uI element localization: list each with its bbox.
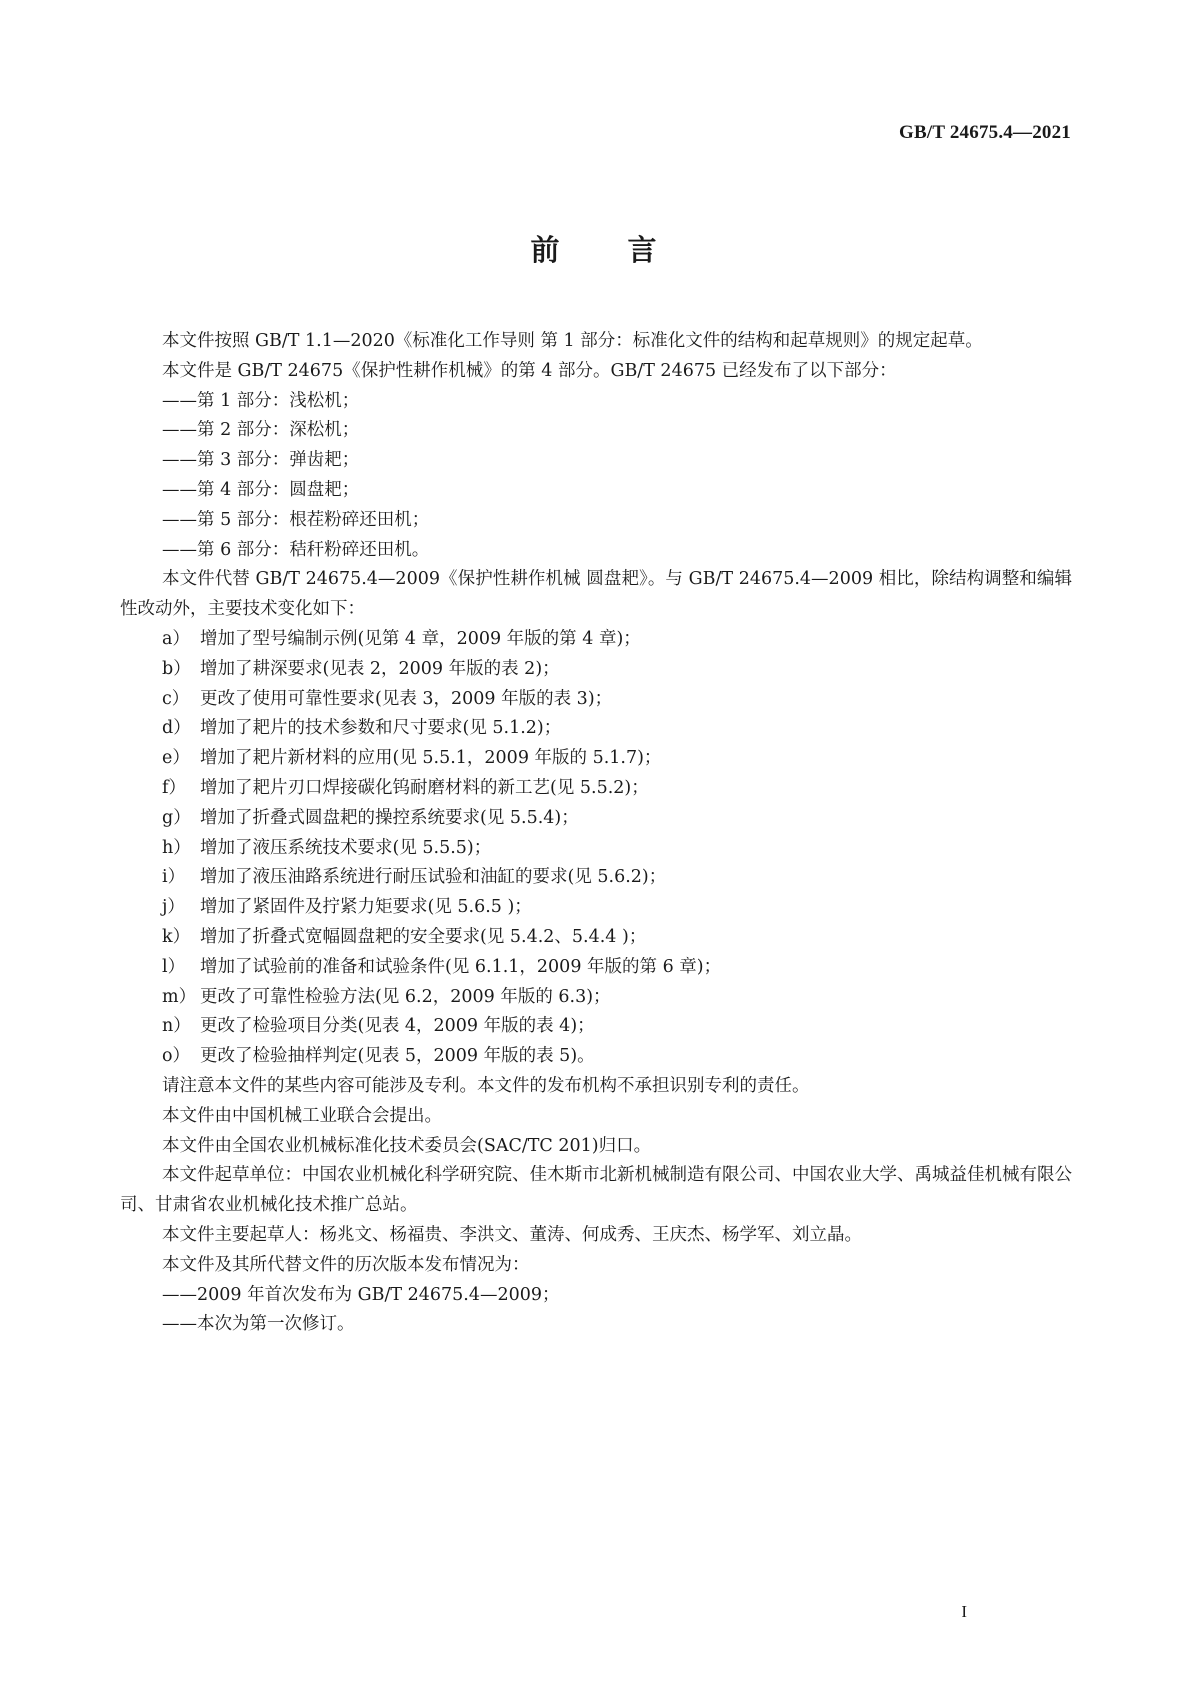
page-title [0,228,1191,269]
change-text: 增加了试验前的准备和试验条件(见 6.1.1，2009 年版的第 6 章)； [200,956,722,977]
list-item-part: ——第 1 部分：浅松机； [162,390,360,411]
list-item-part: ——第 3 部分：弹齿耙； [162,450,360,471]
list-item-change [120,744,1072,774]
list-item-change [120,714,1072,744]
title-char-2: 言 [627,233,661,267]
change-key: h） [162,837,191,858]
list-item-part: ——第 4 部分：圆盘耙； [162,479,360,500]
list-item-change [120,953,1072,983]
change-key: k） [162,926,191,947]
change-key: l） [162,956,186,977]
change-text: 更改了检验项目分类(见表 4，2009 年版的表 4)； [200,1016,595,1037]
page-number: I [961,1602,967,1621]
paragraph-series-parts: 本文件是 GB/T 24675《保护性耕作机械》的第 4 部分。GB/T 24675 已经发布了以下部分： [162,360,897,381]
change-text: 增加了耙片刃口焊接碳化钨耐磨材料的新工艺(见 5.5.2)； [200,777,649,798]
paragraph-drafting-units: 本文件起草单位：中国农业机械化科学研究院、佳木斯市北新机械制造有限公司、中国农业大学、禹城益佳机械有限公司、甘肃省农业机械化技术推广总站。 [120,1165,1072,1216]
paragraph-version-history: 本文件及其所代替文件的历次版本发布情况为： [162,1254,530,1275]
paragraph-drafters: 本文件主要起草人：杨兆文、杨福贵、李洪文、董涛、何成秀、王庆杰、杨学军、刘立晶。 [162,1224,862,1245]
change-text: 更改了使用可靠性要求(见表 3，2009 年版的表 3)； [200,688,613,709]
list-item-change [120,1042,1072,1072]
paragraph-committee: 本文件由全国农业机械标准化技术委员会(SAC/TC 201)归口。 [162,1135,652,1156]
list-item-part: ——第 2 部分：深松机； [162,420,360,441]
list-item-change [120,863,1072,893]
list-item-history: ——本次为第一次修订。 [162,1314,355,1335]
list-item-change [120,685,1072,715]
change-text: 增加了液压油路系统进行耐压试验和油缸的要求(见 5.6.2)； [200,867,667,888]
title-char-1: 前 [530,233,564,267]
change-key: j） [162,897,185,918]
list-item-change [120,655,1072,685]
change-key: f） [162,777,186,798]
list-item-change [120,625,1072,655]
list-item-change [120,804,1072,834]
list-item-change [120,983,1072,1013]
change-text: 增加了液压系统技术要求(见 5.5.5)； [200,837,492,858]
change-key: o） [162,1046,191,1067]
list-item-change [120,923,1072,953]
change-text: 增加了型号编制示例(见第 4 章，2009 年版的第 4 章)； [200,628,641,649]
change-key: c） [162,688,190,709]
change-text: 增加了折叠式圆盘耙的操控系统要求(见 5.5.4)； [200,807,579,828]
change-key: m） [162,986,197,1007]
change-key: b） [162,658,191,679]
change-text: 增加了耙片新材料的应用(见 5.5.1，2009 年版的 5.1.7)； [200,748,662,769]
paragraph-replaces: 本文件代替 GB/T 24675.4—2009《保护性耕作机械 圆盘耙》。与 GB/T 24675.4—2009 相比，除结构调整和编辑性改动外，主要技术变化如下： [120,569,1072,620]
list-item-change [120,893,1072,923]
list-item-change [120,774,1072,804]
change-key: g） [162,807,191,828]
list-item-change [120,834,1072,864]
change-key: e） [162,748,190,769]
paragraph-patent-notice: 请注意本文件的某些内容可能涉及专利。本文件的发布机构不承担识别专利的责任。 [162,1075,810,1096]
list-item-history: ——2009 年首次发布为 GB/T 24675.4—2009； [162,1284,560,1305]
change-text: 增加了紧固件及拧紧力矩要求(见 5.6.5 )； [200,897,532,918]
change-key: a） [162,628,190,649]
change-key: n） [162,1016,191,1037]
list-item-change [120,1012,1072,1042]
change-key: d） [162,718,191,739]
change-text: 增加了耙片的技术参数和尺寸要求(见 5.1.2)； [200,718,562,739]
list-item-part: ——第 6 部分：秸秆粉碎还田机。 [162,539,430,560]
paragraph-drafting-rules: 本文件按照 GB/T 1.1—2020《标准化工作导则 第 1 部分：标准化文件的结构和起草规则》的规定起草。 [162,331,983,351]
list-item-part: ——第 5 部分：根茬粉碎还田机； [162,509,430,530]
change-text: 增加了耕深要求(见表 2，2009 年版的表 2)； [200,658,560,679]
change-text: 更改了检验抽样判定(见表 5，2009 年版的表 5)。 [200,1046,595,1067]
foreword-body [120,327,1072,1340]
paragraph-proposer: 本文件由中国机械工业联合会提出。 [162,1105,442,1126]
change-key: i） [162,867,186,888]
change-text: 增加了折叠式宽幅圆盘耙的安全要求(见 5.4.2、5.4.4 )； [200,926,647,947]
document-code: GB/T 24675.4—2021 [899,122,1071,143]
change-text: 更改了可靠性检验方法(见 6.2，2009 年版的 6.3)； [200,986,611,1007]
